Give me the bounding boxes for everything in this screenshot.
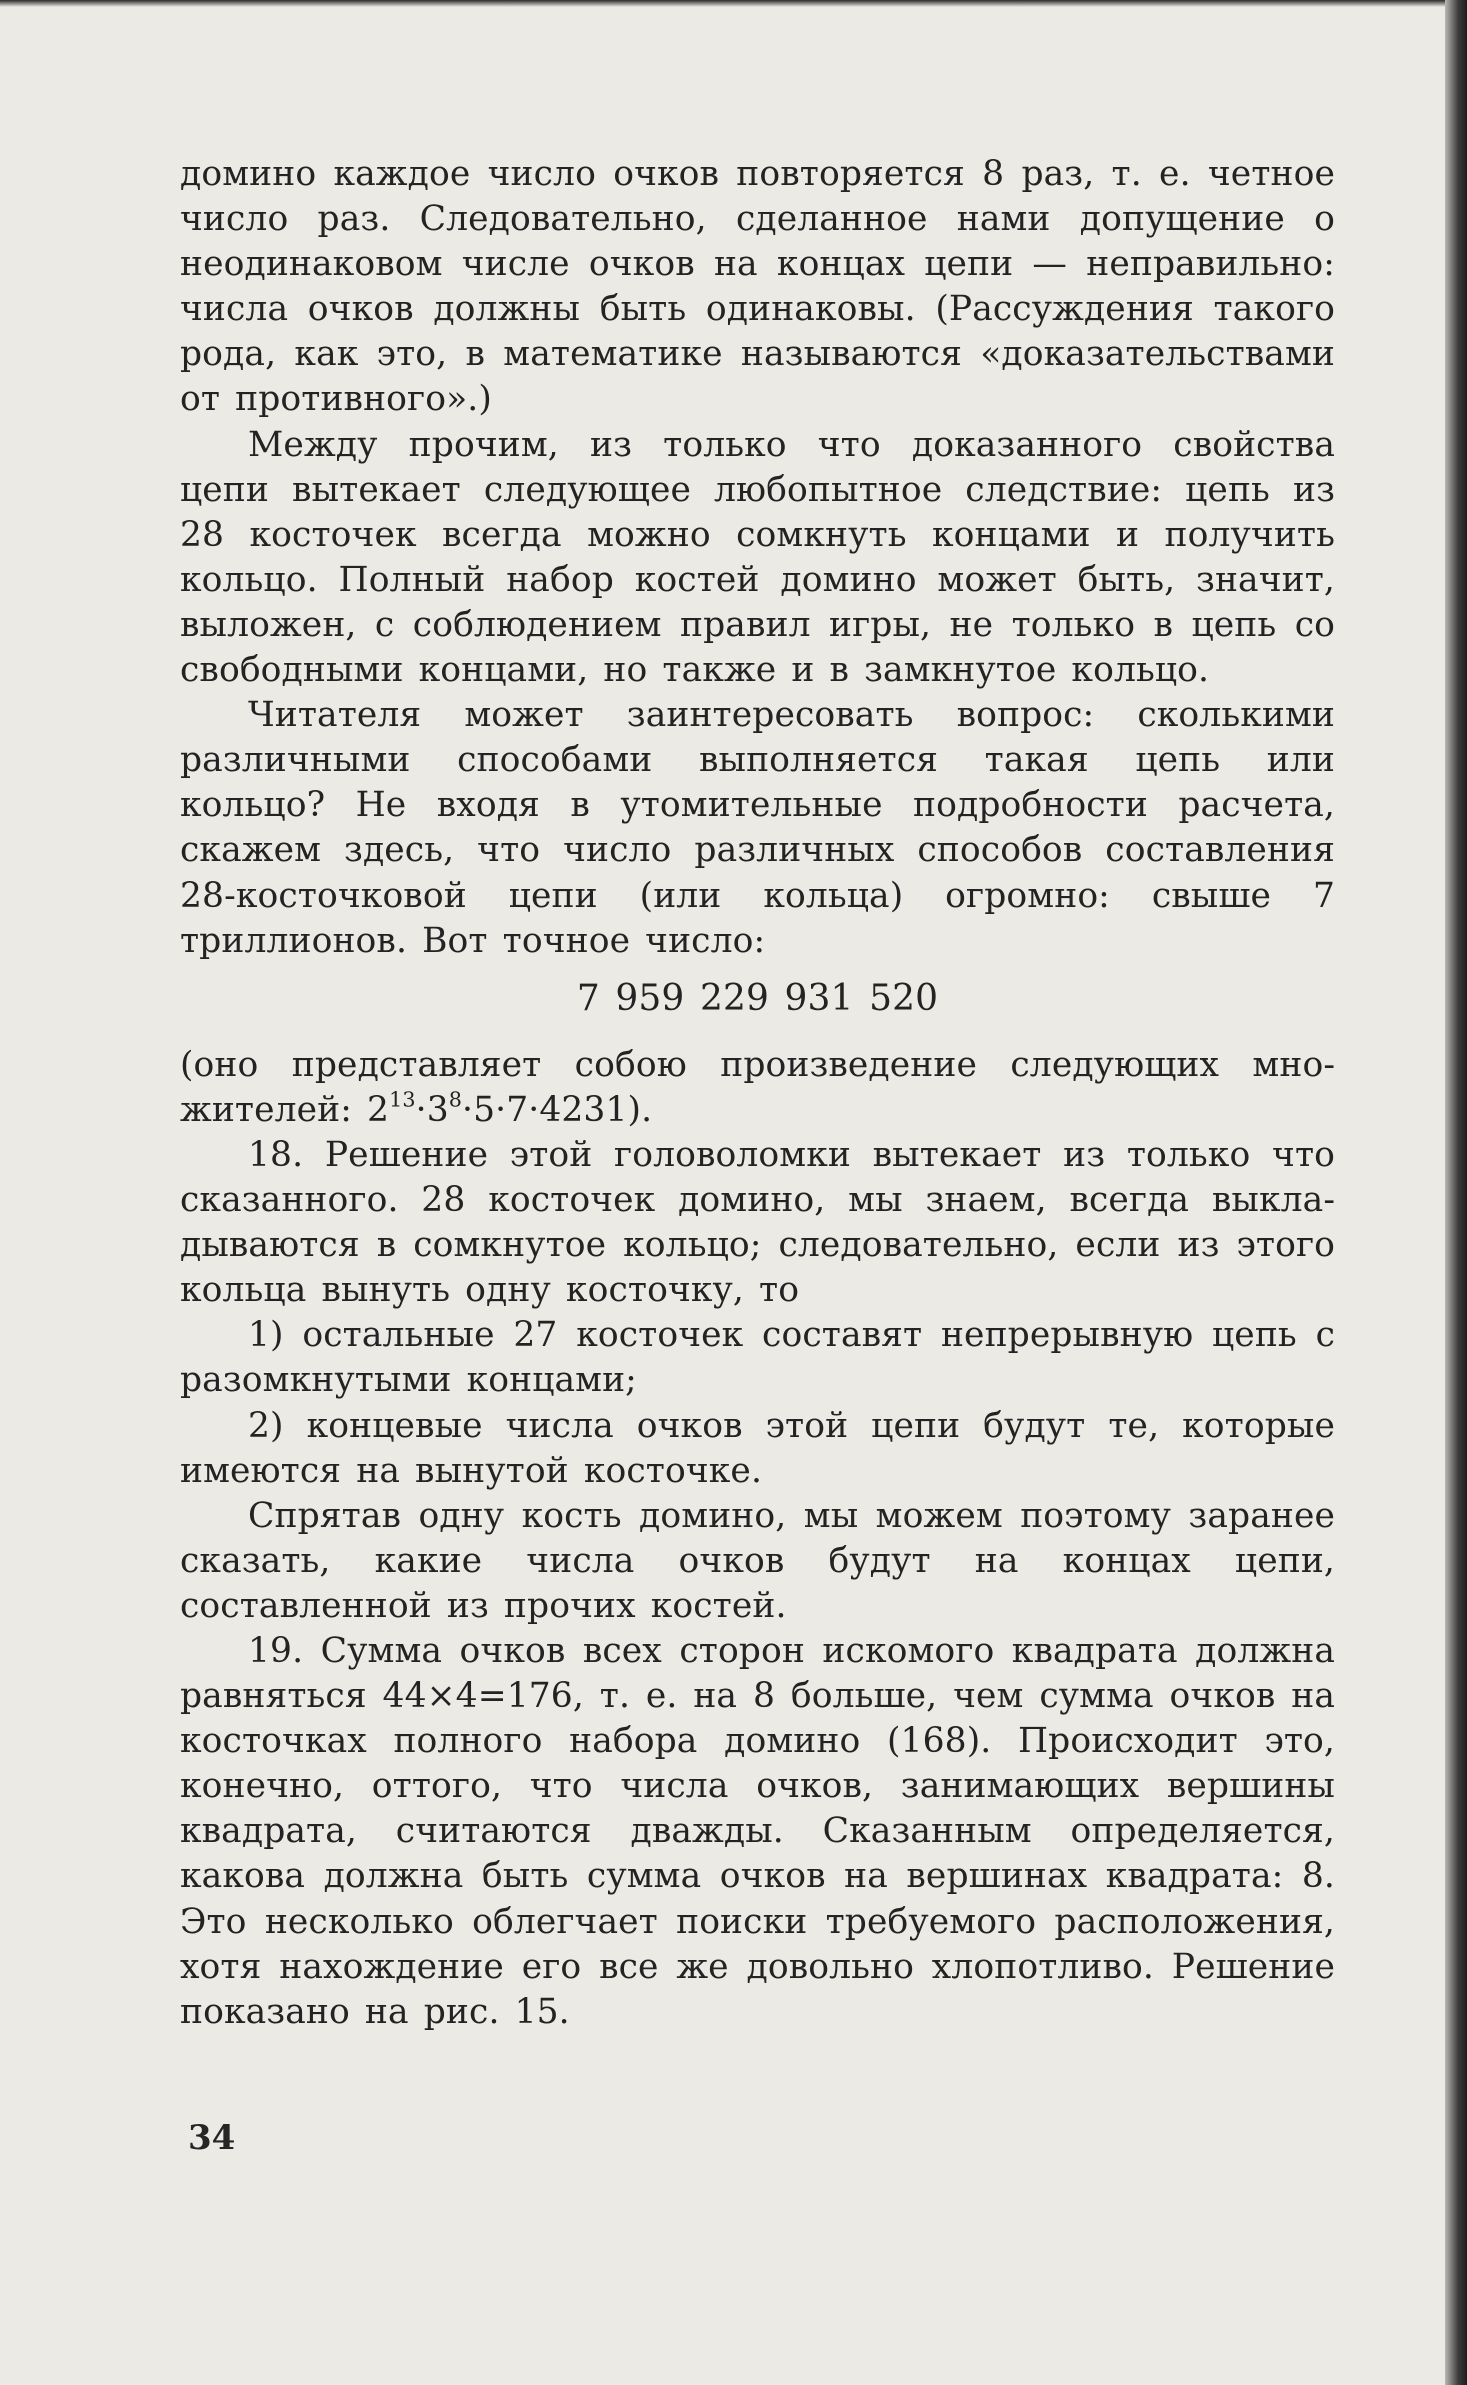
factors-text-before: (оно представляет собою произведение следующих множителей: 2 (180, 1044, 1335, 1130)
factors-text-mid: ·3 (415, 1089, 449, 1130)
paragraph: 18. Решение этой головоломки вытекает из только что сказанного. 28 косточек домино, мы знаем, всегда выкладываются в сомкнутое кольцо; следовательно, если из этого кольца вынуть одну косточку, то (180, 1134, 1335, 1311)
factors-text-after: ·5·7·4231). (462, 1089, 653, 1130)
paragraph: Спрятав одну кость домино, мы можем поэтому заранее сказать, какие числа очков будут на концах цепи, составленной из прочих костей. (180, 1495, 1335, 1626)
page-binding-edge (1445, 0, 1467, 2385)
paragraph: домино каждое число очков повторяется 8 раз, т. е. четное число раз. Следовательно, сделанное нами допущение о неодинаковом числе очков на концах цепи — неправильно: числа очков должны быть одинаковы. (Рассуждения такого рода, как это, в математике называются «доказательствами от противного».) (180, 154, 1335, 420)
paragraph: Читателя может заинтересовать вопрос: сколькими различными способами выполняется такая цепь или кольцо? Не входя в утомительные подробности расчета, скажем здесь, что число различных способов составления 28-косточковой цепи (или кольца) огромно: свыше 7 триллионов. Вот точное число: (180, 695, 1335, 961)
exact-number: 7 959 229 931 520 (576, 977, 939, 1019)
exponent: 13 (389, 1087, 416, 1112)
list-item: 1) остальные 27 косточек составят непрерывную цепь с разомкнутыми концами; (180, 1315, 1335, 1401)
paragraph: Между прочим, из только что доказанного свойства цепи вытекает следующее любопытное следствие: цепь из 28 косточек всегда можно сомкнуть концами и получить кольцо. Полный набор костей домино может быть, значит, выложен, с соблюдением правил игры, не только в цепь со свободными концами, но также и в замкнутое кольцо. (180, 424, 1335, 691)
page-number: 34 (188, 2118, 236, 2158)
paragraph-factors (180, 1043, 1335, 1133)
page-top-edge (0, 0, 1467, 7)
list-item: 2) концевые числа очков этой цепи будут те, которые имеются на вынутой косточке. (180, 1405, 1335, 1491)
body-text (180, 152, 1335, 2035)
paragraph: 19. Сумма очков всех сторон искомого квадрата должна равняться 44×4=176, т. е. на 8 больше, чем сумма очков на косточках полного набора домино (168). Происходит это, конечно, оттого, что числа очков, занимающих вершины квадрата, считаются дважды. Сказанным определяется, какова должна быть сумма очков на вершинах квадрата: 8. Это несколько облегчает поиски требуемого расположения, хотя нахождение его все же довольно хлопотливо. Решение показано на рис. 15. (180, 1631, 1335, 2032)
exponent: 8 (448, 1087, 463, 1112)
